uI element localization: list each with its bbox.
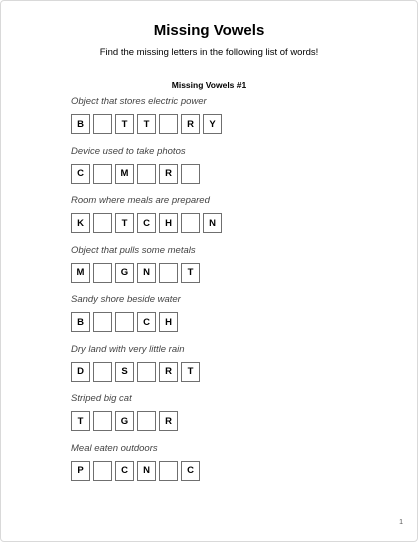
letter-box: M xyxy=(71,263,90,283)
blank-letter-box[interactable] xyxy=(137,362,156,382)
letter-boxes xyxy=(71,263,200,283)
letter-box: B xyxy=(71,114,90,134)
letter-box: G xyxy=(115,411,134,431)
blank-letter-box[interactable] xyxy=(115,312,134,332)
letter-box: M xyxy=(115,164,134,184)
clue-text: Object that stores electric power xyxy=(71,96,207,107)
blank-letter-box[interactable] xyxy=(159,461,178,481)
letter-box: P xyxy=(71,461,90,481)
puzzle-item xyxy=(71,245,200,283)
clue-text: Dry land with very little rain xyxy=(71,343,185,355)
letter-box: T xyxy=(115,213,134,233)
letter-boxes xyxy=(71,114,222,134)
clue-text: Room where meals are prepared xyxy=(71,195,210,206)
blank-letter-box[interactable] xyxy=(159,263,178,283)
puzzle-item xyxy=(71,146,200,184)
letter-box: N xyxy=(203,213,222,233)
blank-letter-box[interactable] xyxy=(93,461,112,481)
letter-box: H xyxy=(159,213,178,233)
letter-boxes xyxy=(71,164,200,184)
puzzle-item xyxy=(71,294,181,332)
section-heading: Missing Vowels #1 xyxy=(171,80,247,90)
blank-letter-box[interactable] xyxy=(93,263,112,283)
blank-letter-box[interactable] xyxy=(181,164,200,184)
letter-box: C xyxy=(115,461,134,481)
letter-box: R xyxy=(159,411,178,431)
clue-text: Striped big cat xyxy=(71,393,132,404)
letter-box: T xyxy=(71,411,90,431)
clue-text: Device used to take photos xyxy=(71,145,186,157)
blank-letter-box[interactable] xyxy=(93,114,112,134)
page-title: Missing Vowels xyxy=(153,22,265,39)
letter-box: T xyxy=(115,114,134,134)
letter-box: R xyxy=(159,164,178,184)
blank-letter-box[interactable] xyxy=(137,164,156,184)
puzzle-item xyxy=(71,443,200,481)
puzzle-item xyxy=(71,96,222,134)
puzzle-item xyxy=(71,344,200,382)
letter-box: T xyxy=(181,263,200,283)
letter-box: H xyxy=(159,312,178,332)
letter-box: N xyxy=(137,263,156,283)
blank-letter-box[interactable] xyxy=(93,362,112,382)
letter-box: K xyxy=(71,213,90,233)
puzzle-item xyxy=(71,393,178,431)
blank-letter-box[interactable] xyxy=(159,114,178,134)
letter-box: R xyxy=(181,114,200,134)
blank-letter-box[interactable] xyxy=(93,312,112,332)
clue-text: Object that pulls some metals xyxy=(71,244,196,256)
clue-text: Sandy shore beside water xyxy=(71,294,181,305)
letter-box: G xyxy=(115,263,134,283)
letter-box: C xyxy=(181,461,200,481)
instructions: Find the missing letters in the following list of words! xyxy=(99,47,319,58)
letter-boxes xyxy=(71,362,200,382)
clue-text: Meal eaten outdoors xyxy=(71,442,158,454)
letter-box: N xyxy=(137,461,156,481)
letter-box: D xyxy=(71,362,90,382)
letter-box: Y xyxy=(203,114,222,134)
letter-box: T xyxy=(137,114,156,134)
letter-box: C xyxy=(137,312,156,332)
letter-boxes xyxy=(71,312,181,332)
letter-box: C xyxy=(137,213,156,233)
blank-letter-box[interactable] xyxy=(137,411,156,431)
blank-letter-box[interactable] xyxy=(93,213,112,233)
blank-letter-box[interactable] xyxy=(181,213,200,233)
letter-boxes xyxy=(71,213,222,233)
letter-boxes xyxy=(71,461,200,481)
letter-box: R xyxy=(159,362,178,382)
letter-box: T xyxy=(181,362,200,382)
letter-boxes xyxy=(71,411,178,431)
letter-box: S xyxy=(115,362,134,382)
blank-letter-box[interactable] xyxy=(93,411,112,431)
letter-box: B xyxy=(71,312,90,332)
letter-box: C xyxy=(71,164,90,184)
page-number: 1 xyxy=(399,519,403,526)
puzzle-item xyxy=(71,195,222,233)
blank-letter-box[interactable] xyxy=(93,164,112,184)
